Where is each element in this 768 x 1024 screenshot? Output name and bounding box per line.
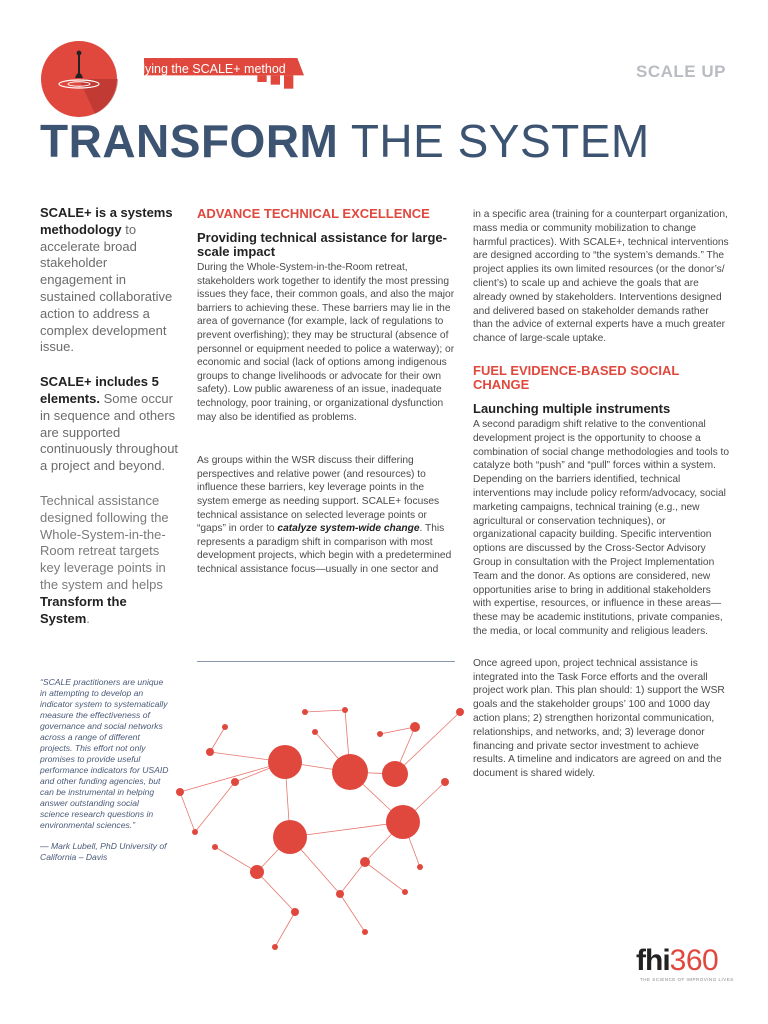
network-illustration — [165, 672, 475, 972]
subheading-technical: Providing technical assistance for large-scale impact — [197, 230, 447, 259]
fhi360-logo — [636, 944, 718, 978]
left-p3-end: . — [86, 610, 90, 626]
section-heading-technical: ADVANCE TECHNICAL EXCELLENCE — [197, 206, 430, 221]
middle-p2-emphasis: catalyze system-wide change — [277, 523, 420, 535]
left-p1-bold: SCALE+ is a systems methodology — [40, 205, 173, 237]
page-title — [40, 115, 650, 167]
left-p3-bold: Transform the System — [40, 593, 127, 626]
quote-text: “SCALE practitioners are unique in attempting to develop an indicator system to systematically measure the effectiveness of governance and social networks across a range of different projects. This effort not only promises to provide useful performance indicators for USAID and other funding agencies, but can be instrumental in helping answer outstanding social science research questions in environmental sciences.” — [40, 677, 169, 830]
subheading-instruments: Launching multiple instruments — [473, 400, 671, 416]
middle-p2-a: As groups within the WSR discuss their differing perspectives and relative power (and resources) to influence these barriers, key leverage points in the system emerge as needing support. SCALE+ focuses technical assistance on selected leverage points or “gaps” in order to — [197, 455, 440, 535]
section-label: SCALE UP — [636, 62, 726, 81]
middle-p2-b: . This represents a paradigm shift in comparison with most development projects, which begin with a predetermined technical assistance focus—usually in one sector and — [197, 523, 452, 575]
left-paragraph-2 — [40, 374, 180, 475]
title-bold: TRANSFORM — [40, 115, 339, 167]
section-heading-evidence: FUEL EVIDENCE-BASED SOCIAL CHANGE — [473, 362, 680, 392]
middle-paragraph-1: During the Whole-System-in-the-Room retreat, stakeholders work together to identify the most pressing issues they face, their common goals, and also the major barriers to achieving these. These barriers may lie in the area of governance (for example, lack of regulations to prevent overfishing); they may be structural (absence of personnel or equipment needed to police a waterway); or economic and social (lack of options among indigenous groups to change livelihoods or advocate for their own safety). Low public awareness of an issue, inadequate technology, poor training, or organizational dysfunction may also be identified as problems. — [197, 262, 455, 423]
divider — [197, 661, 455, 662]
right-column — [473, 208, 731, 799]
logo-tagline: THE SCIENCE OF IMPROVING LIVES — [640, 977, 734, 982]
middle-column — [197, 207, 455, 606]
pull-quote — [40, 677, 170, 873]
left-paragraph-3 — [40, 493, 180, 627]
left-p3-text: Technical assistance designed following the Whole-System-in-the-Room retreat targets key leverage points in the system and helps — [40, 492, 169, 592]
middle-paragraph-2 — [197, 454, 455, 576]
right-paragraph-3: Once agreed upon, project technical assistance is integrated into the Task Force efforts and the overall project work plan. This plan should: 1) support the WSR goals and the stakeholder groups’ 100 and 1000 day action plans; 2) strengthen horizontal communication, relationships, and networks, and; 3) leverage donor financing and private sector investment to achieve results. A timeline and indicators are agreed on and the document is shared widely. — [473, 657, 725, 780]
left-p2-rest: Some occur in sequence and others are supported continuously throughout a project and beyond. — [40, 390, 179, 474]
left-column — [40, 205, 180, 645]
logo-number: 360 — [669, 944, 719, 977]
logo-letters: fhi — [636, 944, 670, 977]
left-paragraph-1 — [40, 205, 180, 356]
quote-attribution: — Mark Lubell, PhD University of California – Davis — [40, 841, 167, 862]
right-paragraph-2: A second paradigm shift relative to the conventional development project is the opportunity to choose a combination of social change methodologies and tools to catalyze both “push” and “pull” forces within a system. Depending on the barriers identified, technical interventions may include policy reform/advocacy, social marketing campaigns, technical training (e.g., new agricultural or conservation techniques), or organizational capacity building. Specific intervention options are discussed by the Cross-Sector Advisory Group in consultation with the Project Implementation Team and the donor. As options are considered, new opportunities arise to bring in additional stakeholders with expertise, resources, or influence in these areas—these may be academic institutions, private companies, the media, or local community and religious leaders. — [473, 418, 729, 637]
title-light: THE SYSTEM — [350, 115, 650, 167]
left-p1-rest: to accelerate broad stakeholder engagement in sustained collaborative action to address a complex development issue. — [40, 221, 173, 355]
right-paragraph-1: in a specific area (training for a counterpart organization, mass media or community mobilization to change harmful practices). With SCALE+, technical interventions are designed according to “the system’s demands.” The project applies its own limited resources (or the donor’s/ client’s) to scale up and achieve the goals that are already owned by stakeholders. Interventions designed and delivered based on stakeholder demands rather than the advice of external experts have a much greater chance of large-scale uptake. — [473, 209, 729, 345]
left-p2-bold: SCALE+ includes 5 elements. — [40, 374, 159, 406]
ribbon-label: Applying the SCALE+ method — [120, 62, 286, 76]
